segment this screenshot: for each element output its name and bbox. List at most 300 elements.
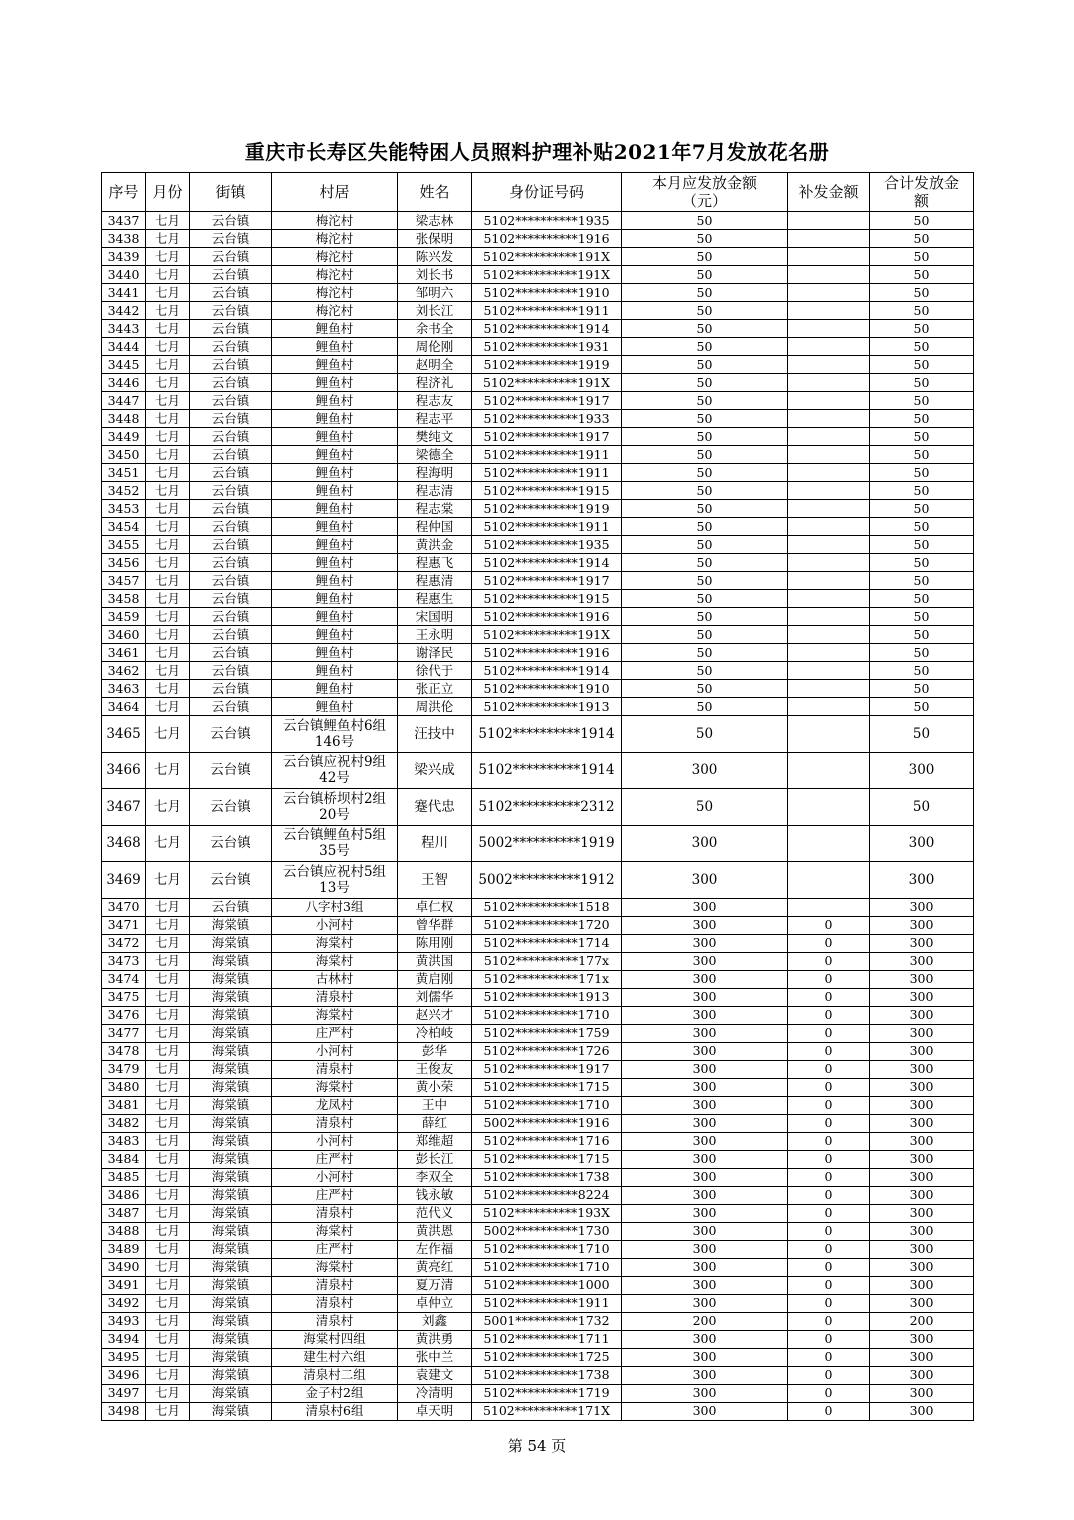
total-amount-cell: 50	[870, 680, 974, 698]
table-body	[102, 212, 974, 1421]
name-cell: 王中	[398, 1096, 472, 1114]
serial-cell: 3466	[102, 752, 146, 789]
month-cell: 七月	[146, 1258, 190, 1276]
supplement-amount-cell: 0	[788, 1312, 870, 1330]
supplement-amount-cell	[788, 410, 870, 428]
id-number-cell: 5102**********1710	[472, 1258, 622, 1276]
table-row	[102, 1186, 974, 1204]
monthly-amount-cell: 300	[622, 1258, 788, 1276]
serial-cell: 3451	[102, 464, 146, 482]
id-number-cell: 5102**********1716	[472, 1132, 622, 1150]
id-number-cell: 5102**********1911	[472, 1294, 622, 1312]
village-cell: 海棠村	[272, 1258, 398, 1276]
total-amount-cell: 300	[870, 1384, 974, 1402]
table-row	[102, 1042, 974, 1060]
town-cell: 云台镇	[190, 374, 272, 392]
supplement-amount-cell	[788, 716, 870, 753]
village-cell: 小河村	[272, 1168, 398, 1186]
town-cell: 海棠镇	[190, 1348, 272, 1366]
town-cell: 海棠镇	[190, 1042, 272, 1060]
serial-cell: 3479	[102, 1060, 146, 1078]
table-row	[102, 789, 974, 826]
id-number-cell: 5102**********1911	[472, 518, 622, 536]
village-cell: 梅沱村	[272, 302, 398, 320]
monthly-amount-cell: 300	[622, 1150, 788, 1168]
id-number-cell: 5102**********1914	[472, 752, 622, 789]
name-cell: 陈兴发	[398, 248, 472, 266]
name-cell: 程志友	[398, 392, 472, 410]
total-amount-cell: 300	[870, 1204, 974, 1222]
month-cell: 七月	[146, 482, 190, 500]
id-number-cell: 5102**********1738	[472, 1366, 622, 1384]
total-amount-cell: 300	[870, 898, 974, 916]
supplement-amount-cell	[788, 320, 870, 338]
serial-cell: 3460	[102, 626, 146, 644]
month-cell: 七月	[146, 626, 190, 644]
serial-cell: 3454	[102, 518, 146, 536]
village-cell: 鲤鱼村	[272, 356, 398, 374]
town-cell: 海棠镇	[190, 1276, 272, 1294]
name-cell: 钱永敏	[398, 1186, 472, 1204]
total-amount-cell: 300	[870, 1222, 974, 1240]
supplement-amount-cell	[788, 898, 870, 916]
village-cell: 梅沱村	[272, 248, 398, 266]
monthly-amount-cell: 50	[622, 284, 788, 302]
total-amount-cell: 300	[870, 1150, 974, 1168]
name-cell: 赵兴才	[398, 1006, 472, 1024]
monthly-amount-cell: 300	[622, 970, 788, 988]
table-row	[102, 1132, 974, 1150]
supplement-amount-cell: 0	[788, 1150, 870, 1168]
month-cell: 七月	[146, 916, 190, 934]
monthly-amount-cell: 50	[622, 374, 788, 392]
monthly-amount-cell: 300	[622, 862, 788, 899]
id-number-cell: 5102**********191X	[472, 266, 622, 284]
village-cell: 鲤鱼村	[272, 428, 398, 446]
village-cell: 鲤鱼村	[272, 536, 398, 554]
table-row	[102, 662, 974, 680]
table-row	[102, 428, 974, 446]
table-row	[102, 446, 974, 464]
total-amount-cell: 50	[870, 536, 974, 554]
page-number: 第 54 页	[507, 1437, 567, 1455]
monthly-amount-cell: 300	[622, 898, 788, 916]
town-cell: 云台镇	[190, 320, 272, 338]
town-cell: 海棠镇	[190, 1150, 272, 1168]
table-row	[102, 266, 974, 284]
month-cell: 七月	[146, 1042, 190, 1060]
town-cell: 海棠镇	[190, 1240, 272, 1258]
name-cell: 梁兴成	[398, 752, 472, 789]
table-row	[102, 680, 974, 698]
id-number-cell: 5102**********1759	[472, 1024, 622, 1042]
village-cell: 鲤鱼村	[272, 554, 398, 572]
monthly-amount-cell: 300	[622, 1384, 788, 1402]
id-number-cell: 5102**********1933	[472, 410, 622, 428]
monthly-amount-cell: 50	[622, 320, 788, 338]
supplement-amount-cell	[788, 752, 870, 789]
table-row	[102, 898, 974, 916]
town-cell: 云台镇	[190, 230, 272, 248]
table-row	[102, 212, 974, 230]
supplement-amount-cell: 0	[788, 1078, 870, 1096]
header-cell: 本月应发放金额（元）	[622, 173, 788, 212]
supplement-amount-cell	[788, 572, 870, 590]
name-cell: 程惠生	[398, 590, 472, 608]
supplement-amount-cell: 0	[788, 1258, 870, 1276]
supplement-amount-cell	[788, 862, 870, 899]
name-cell: 曾华群	[398, 916, 472, 934]
total-amount-cell: 300	[870, 1006, 974, 1024]
monthly-amount-cell: 50	[622, 392, 788, 410]
supplement-amount-cell	[788, 662, 870, 680]
id-number-cell: 5102**********1916	[472, 230, 622, 248]
serial-cell: 3440	[102, 266, 146, 284]
serial-cell: 3495	[102, 1348, 146, 1366]
monthly-amount-cell: 300	[622, 1294, 788, 1312]
village-cell: 庄严村	[272, 1186, 398, 1204]
supplement-amount-cell: 0	[788, 1294, 870, 1312]
table-row	[102, 1096, 974, 1114]
total-amount-cell: 300	[870, 1294, 974, 1312]
supplement-amount-cell	[788, 536, 870, 554]
monthly-amount-cell: 300	[622, 916, 788, 934]
id-number-cell: 5102**********1915	[472, 482, 622, 500]
month-cell: 七月	[146, 554, 190, 572]
supplement-amount-cell	[788, 392, 870, 410]
month-cell: 七月	[146, 608, 190, 626]
supplement-amount-cell: 0	[788, 952, 870, 970]
month-cell: 七月	[146, 1114, 190, 1132]
name-cell: 彭华	[398, 1042, 472, 1060]
month-cell: 七月	[146, 789, 190, 826]
id-number-cell: 5102**********193X	[472, 1204, 622, 1222]
id-number-cell: 5102**********1911	[472, 446, 622, 464]
monthly-amount-cell: 300	[622, 1402, 788, 1420]
monthly-amount-cell: 50	[622, 428, 788, 446]
table-row	[102, 1114, 974, 1132]
table-row	[102, 916, 974, 934]
supplement-amount-cell	[788, 518, 870, 536]
table-header-row	[102, 173, 974, 212]
serial-cell: 3469	[102, 862, 146, 899]
supplement-amount-cell: 0	[788, 1384, 870, 1402]
town-cell: 云台镇	[190, 608, 272, 626]
village-cell: 梅沱村	[272, 212, 398, 230]
month-cell: 七月	[146, 988, 190, 1006]
town-cell: 云台镇	[190, 428, 272, 446]
village-cell: 庄严村	[272, 1024, 398, 1042]
month-cell: 七月	[146, 590, 190, 608]
serial-cell: 3488	[102, 1222, 146, 1240]
name-cell: 周洪伦	[398, 698, 472, 716]
table-row	[102, 536, 974, 554]
village-cell: 鲤鱼村	[272, 446, 398, 464]
month-cell: 七月	[146, 1204, 190, 1222]
village-cell: 鲤鱼村	[272, 320, 398, 338]
serial-cell: 3449	[102, 428, 146, 446]
monthly-amount-cell: 300	[622, 1024, 788, 1042]
supplement-amount-cell	[788, 284, 870, 302]
table-row	[102, 356, 974, 374]
id-number-cell: 5102**********1518	[472, 898, 622, 916]
month-cell: 七月	[146, 230, 190, 248]
serial-cell: 3470	[102, 898, 146, 916]
month-cell: 七月	[146, 698, 190, 716]
total-amount-cell: 50	[870, 410, 974, 428]
serial-cell: 3493	[102, 1312, 146, 1330]
table-row	[102, 934, 974, 952]
serial-cell: 3458	[102, 590, 146, 608]
month-cell: 七月	[146, 662, 190, 680]
supplement-amount-cell: 0	[788, 1132, 870, 1150]
supplement-amount-cell: 0	[788, 1330, 870, 1348]
town-cell: 云台镇	[190, 212, 272, 230]
supplement-amount-cell: 0	[788, 1042, 870, 1060]
month-cell: 七月	[146, 392, 190, 410]
header-cell: 街镇	[190, 173, 272, 212]
town-cell: 海棠镇	[190, 1060, 272, 1078]
table-row	[102, 862, 974, 899]
town-cell: 云台镇	[190, 662, 272, 680]
monthly-amount-cell: 50	[622, 230, 788, 248]
month-cell: 七月	[146, 1348, 190, 1366]
village-cell: 金子村2组	[272, 1384, 398, 1402]
serial-cell: 3498	[102, 1402, 146, 1420]
town-cell: 海棠镇	[190, 970, 272, 988]
month-cell: 七月	[146, 752, 190, 789]
id-number-cell: 5002**********1912	[472, 862, 622, 899]
id-number-cell: 5102**********1910	[472, 284, 622, 302]
town-cell: 海棠镇	[190, 916, 272, 934]
total-amount-cell: 300	[870, 1276, 974, 1294]
serial-cell: 3467	[102, 789, 146, 826]
table-row	[102, 1204, 974, 1222]
town-cell: 云台镇	[190, 825, 272, 862]
serial-cell: 3445	[102, 356, 146, 374]
name-cell: 范代义	[398, 1204, 472, 1222]
total-amount-cell: 50	[870, 428, 974, 446]
name-cell: 刘长书	[398, 266, 472, 284]
id-number-cell: 5102**********8224	[472, 1186, 622, 1204]
header-cell: 村居	[272, 173, 398, 212]
id-number-cell: 5102**********1911	[472, 302, 622, 320]
header-cell: 姓名	[398, 173, 472, 212]
table-row	[102, 1384, 974, 1402]
name-cell: 张正立	[398, 680, 472, 698]
total-amount-cell: 300	[870, 825, 974, 862]
id-number-cell: 5102**********1719	[472, 1384, 622, 1402]
month-cell: 七月	[146, 284, 190, 302]
id-number-cell: 5102**********171x	[472, 970, 622, 988]
name-cell: 王永明	[398, 626, 472, 644]
monthly-amount-cell: 300	[622, 934, 788, 952]
table-row	[102, 572, 974, 590]
month-cell: 七月	[146, 970, 190, 988]
total-amount-cell: 50	[870, 608, 974, 626]
name-cell: 程惠飞	[398, 554, 472, 572]
village-cell: 八字村3组	[272, 898, 398, 916]
monthly-amount-cell: 300	[622, 1222, 788, 1240]
town-cell: 海棠镇	[190, 1114, 272, 1132]
total-amount-cell: 50	[870, 302, 974, 320]
table-row	[102, 1006, 974, 1024]
serial-cell: 3459	[102, 608, 146, 626]
month-cell: 七月	[146, 410, 190, 428]
name-cell: 刘鑫	[398, 1312, 472, 1330]
roster-table	[101, 172, 974, 1421]
name-cell: 邹明六	[398, 284, 472, 302]
total-amount-cell: 300	[870, 1078, 974, 1096]
total-amount-cell: 50	[870, 320, 974, 338]
id-number-cell: 5002**********1730	[472, 1222, 622, 1240]
serial-cell: 3478	[102, 1042, 146, 1060]
town-cell: 云台镇	[190, 356, 272, 374]
serial-cell: 3443	[102, 320, 146, 338]
village-cell: 海棠村四组	[272, 1330, 398, 1348]
month-cell: 七月	[146, 428, 190, 446]
village-cell: 鲤鱼村	[272, 590, 398, 608]
town-cell: 云台镇	[190, 518, 272, 536]
supplement-amount-cell	[788, 590, 870, 608]
name-cell: 程仲国	[398, 518, 472, 536]
table-row	[102, 230, 974, 248]
month-cell: 七月	[146, 212, 190, 230]
month-cell: 七月	[146, 374, 190, 392]
table-row	[102, 1294, 974, 1312]
town-cell: 云台镇	[190, 626, 272, 644]
total-amount-cell: 50	[870, 230, 974, 248]
month-cell: 七月	[146, 716, 190, 753]
month-cell: 七月	[146, 1078, 190, 1096]
name-cell: 黄启刚	[398, 970, 472, 988]
total-amount-cell: 300	[870, 1060, 974, 1078]
village-cell: 清泉村	[272, 1114, 398, 1132]
name-cell: 黄洪勇	[398, 1330, 472, 1348]
total-amount-cell: 50	[870, 482, 974, 500]
village-cell: 鲤鱼村	[272, 698, 398, 716]
town-cell: 海棠镇	[190, 934, 272, 952]
town-cell: 海棠镇	[190, 1222, 272, 1240]
monthly-amount-cell: 300	[622, 1168, 788, 1186]
id-number-cell: 5102**********1000	[472, 1276, 622, 1294]
table-row	[102, 554, 974, 572]
total-amount-cell: 300	[870, 988, 974, 1006]
monthly-amount-cell: 300	[622, 1132, 788, 1150]
town-cell: 海棠镇	[190, 1132, 272, 1150]
supplement-amount-cell: 0	[788, 1114, 870, 1132]
month-cell: 七月	[146, 1222, 190, 1240]
serial-cell: 3492	[102, 1294, 146, 1312]
name-cell: 卓仁权	[398, 898, 472, 916]
monthly-amount-cell: 300	[622, 1096, 788, 1114]
serial-cell: 3453	[102, 500, 146, 518]
id-number-cell: 5102**********1913	[472, 988, 622, 1006]
name-cell: 蹇代忠	[398, 789, 472, 826]
total-amount-cell: 50	[870, 698, 974, 716]
month-cell: 七月	[146, 1024, 190, 1042]
name-cell: 李双全	[398, 1168, 472, 1186]
village-cell: 小河村	[272, 1132, 398, 1150]
total-amount-cell: 50	[870, 626, 974, 644]
id-number-cell: 5102**********177x	[472, 952, 622, 970]
total-amount-cell: 50	[870, 338, 974, 356]
town-cell: 云台镇	[190, 644, 272, 662]
supplement-amount-cell: 0	[788, 1204, 870, 1222]
name-cell: 黄小荣	[398, 1078, 472, 1096]
table-row	[102, 825, 974, 862]
month-cell: 七月	[146, 1150, 190, 1168]
supplement-amount-cell: 0	[788, 1060, 870, 1078]
table-row	[102, 392, 974, 410]
town-cell: 云台镇	[190, 266, 272, 284]
serial-cell: 3463	[102, 680, 146, 698]
table-row	[102, 716, 974, 753]
id-number-cell: 5102**********1710	[472, 1006, 622, 1024]
village-cell: 清泉村	[272, 1294, 398, 1312]
total-amount-cell: 50	[870, 716, 974, 753]
village-cell: 古林村	[272, 970, 398, 988]
supplement-amount-cell: 0	[788, 1222, 870, 1240]
total-amount-cell: 50	[870, 644, 974, 662]
month-cell: 七月	[146, 825, 190, 862]
table-row	[102, 952, 974, 970]
header-cell: 合计发放金额	[870, 173, 974, 212]
total-amount-cell: 300	[870, 1024, 974, 1042]
total-amount-cell: 300	[870, 1366, 974, 1384]
supplement-amount-cell	[788, 500, 870, 518]
id-number-cell: 5102**********1710	[472, 1240, 622, 1258]
serial-cell: 3497	[102, 1384, 146, 1402]
monthly-amount-cell: 50	[622, 536, 788, 554]
name-cell: 王智	[398, 862, 472, 899]
monthly-amount-cell: 300	[622, 1366, 788, 1384]
id-number-cell: 5102**********1725	[472, 1348, 622, 1366]
total-amount-cell: 50	[870, 374, 974, 392]
id-number-cell: 5102**********1715	[472, 1078, 622, 1096]
supplement-amount-cell	[788, 554, 870, 572]
table-row	[102, 1348, 974, 1366]
serial-cell: 3447	[102, 392, 146, 410]
monthly-amount-cell: 300	[622, 1348, 788, 1366]
serial-cell: 3471	[102, 916, 146, 934]
name-cell: 余书全	[398, 320, 472, 338]
supplement-amount-cell	[788, 356, 870, 374]
serial-cell: 3481	[102, 1096, 146, 1114]
table-row	[102, 1240, 974, 1258]
name-cell: 陈用刚	[398, 934, 472, 952]
town-cell: 海棠镇	[190, 1078, 272, 1096]
serial-cell: 3474	[102, 970, 146, 988]
supplement-amount-cell: 0	[788, 1240, 870, 1258]
total-amount-cell: 50	[870, 500, 974, 518]
town-cell: 海棠镇	[190, 1384, 272, 1402]
table-row	[102, 1402, 974, 1420]
total-amount-cell: 300	[870, 1402, 974, 1420]
monthly-amount-cell: 50	[622, 356, 788, 374]
serial-cell: 3446	[102, 374, 146, 392]
supplement-amount-cell	[788, 698, 870, 716]
total-amount-cell: 50	[870, 248, 974, 266]
serial-cell: 3452	[102, 482, 146, 500]
month-cell: 七月	[146, 1240, 190, 1258]
month-cell: 七月	[146, 248, 190, 266]
month-cell: 七月	[146, 536, 190, 554]
serial-cell: 3487	[102, 1204, 146, 1222]
village-cell: 鲤鱼村	[272, 338, 398, 356]
supplement-amount-cell	[788, 446, 870, 464]
town-cell: 云台镇	[190, 410, 272, 428]
